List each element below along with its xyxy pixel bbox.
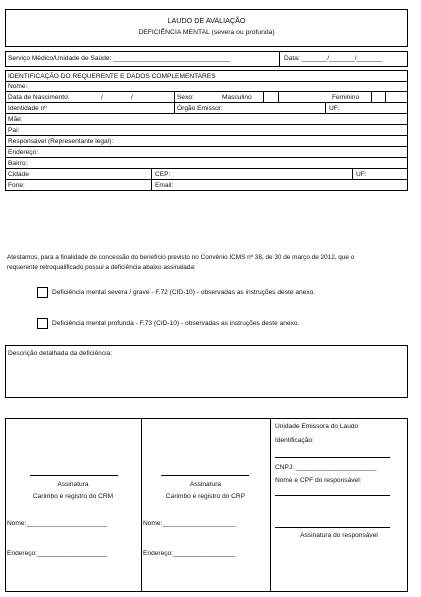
row-line — [5, 179, 408, 180]
field-nome-crm[interactable]: Nome:______________________ — [7, 520, 108, 527]
row-line — [5, 168, 408, 169]
signature-col-divider — [270, 418, 271, 592]
signature-responsavel-label: Assinatura do responsável — [300, 532, 378, 539]
field-cnpj[interactable]: CNPJ: ______________________ — [275, 464, 377, 471]
field-endereco-crp[interactable]: Endereço:_________________ — [143, 550, 236, 557]
identificacao-line[interactable] — [275, 457, 390, 458]
field-identidade[interactable]: Identidade nº — [8, 105, 47, 112]
nome-cpf-line[interactable] — [275, 495, 390, 496]
date-label[interactable]: Data: _______/_______/_______ — [284, 55, 383, 62]
attestation-line-1: Atestamos, para a finalidade de concessão do benefício previsto no Convênio ICMS nº 38, de 30 de março de 2012, que o — [7, 254, 355, 261]
row-line — [5, 113, 408, 114]
date-slash-1: / — [101, 94, 103, 101]
checkbox-feminino-right — [385, 91, 386, 102]
header-box — [5, 9, 408, 47]
field-nome[interactable]: Nome: — [8, 83, 28, 90]
signature-subtitle-crp: Carimbo e registro do CRP — [165, 493, 246, 500]
row-line — [5, 81, 408, 82]
field-nome-cpf[interactable]: Nome e CPF do responsável: — [275, 477, 362, 484]
field-mae[interactable]: Mãe: — [8, 116, 23, 123]
attestation-line-2: requerente retroqualificado possui a deficiência abaixo assinalada: — [7, 264, 196, 271]
checkbox-masculino-right — [278, 91, 279, 102]
field-bairro[interactable]: Bairro: — [8, 160, 28, 167]
date-slash-2: / — [131, 94, 133, 101]
field-email[interactable]: Email: — [155, 182, 174, 189]
service-label[interactable]: Serviço Médico/Unidade de Saúde: ________________________________ — [8, 55, 231, 62]
field-cep[interactable]: CEP: — [155, 171, 171, 178]
signature-subtitle-crm: Carimbo e registro do CRM — [32, 493, 114, 500]
checkbox-profunda[interactable] — [37, 318, 48, 329]
signature-title-crm: Assinatura — [57, 481, 89, 488]
description-label: Descrição detalhada da deficiência: — [8, 350, 113, 357]
field-uf[interactable]: UF: — [329, 105, 340, 112]
form-title: LAUDO DE AVALIAÇÃO — [167, 16, 246, 25]
checkbox-severa[interactable] — [37, 287, 48, 298]
row-line — [5, 146, 408, 147]
field-identificacao[interactable]: Identificação: — [275, 437, 314, 444]
field-cidade[interactable]: Cidade — [8, 171, 29, 178]
unidade-emissora-label: Unidade Emissora do Laudo — [275, 423, 359, 430]
cell-divider — [325, 102, 326, 113]
field-responsavel[interactable]: Responsável (Representante legal): — [8, 138, 114, 145]
field-sexo: Sexo: — [177, 94, 194, 101]
signature-col-divider — [141, 418, 142, 592]
checkbox-feminino[interactable] — [371, 91, 372, 102]
signature-line-crm[interactable] — [30, 475, 118, 476]
checkbox-masculino[interactable] — [263, 91, 264, 102]
service-divider — [279, 51, 280, 67]
signatures-box — [5, 418, 408, 592]
signature-line-responsavel[interactable] — [275, 527, 390, 528]
field-data-nascimento[interactable]: Data de Nascimento: — [8, 94, 70, 101]
row-line — [5, 135, 408, 136]
form-subtitle: DEFICIÊNCIA MENTAL (severa ou profunda) — [138, 29, 275, 36]
row-line — [5, 102, 408, 103]
field-orgao-emissor[interactable]: Órgão Emissor: — [177, 105, 223, 112]
row-line — [5, 124, 408, 125]
id-table-mask — [4, 191, 410, 251]
option-profunda: Deficiência mental profunda - F.73 (CID-10) - observadas as instruções deste anexo. — [52, 320, 300, 327]
field-endereco-crm[interactable]: Endereço:___________________ — [7, 550, 107, 557]
option-severa: Deficiência mental severa / grave - F.72 (CID-10) - observadas as instruções deste anexo. — [52, 289, 316, 296]
field-pai[interactable]: Pai: — [8, 127, 20, 134]
field-uf-2[interactable]: UF: — [356, 171, 367, 178]
cell-divider — [352, 168, 353, 179]
option-masculino: Masculino — [222, 94, 252, 101]
field-nome-crp[interactable]: Nome:____________________ — [143, 520, 236, 527]
row-line — [5, 91, 408, 92]
field-fone[interactable]: Fone: — [8, 182, 25, 189]
option-feminino: Feminino — [332, 94, 360, 101]
cell-divider — [174, 91, 175, 113]
signature-title-crp: Assinatura — [189, 481, 222, 488]
row-line — [5, 157, 408, 158]
field-endereco[interactable]: Endereço: — [8, 149, 39, 156]
section-title-identification: IDENTIFICAÇÃO DO REQUERENTE E DADOS COMPLEMENTARES — [8, 73, 216, 80]
cell-divider — [151, 168, 152, 190]
signature-line-crp[interactable] — [161, 475, 249, 476]
